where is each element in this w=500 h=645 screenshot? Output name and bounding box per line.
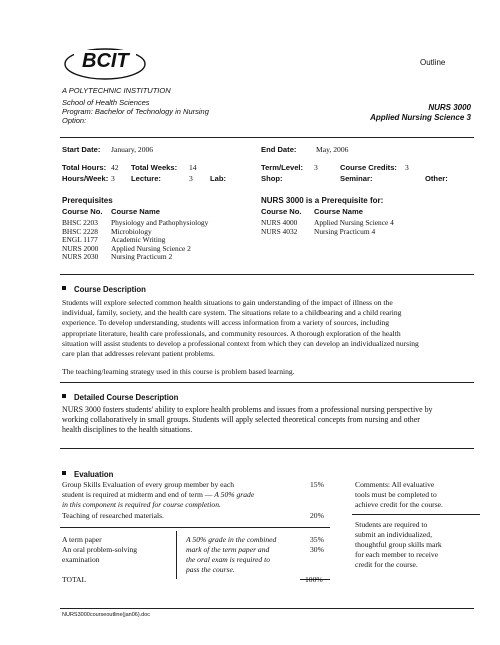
hours-week-label: Hours/Week:: [62, 174, 109, 183]
divider: [60, 527, 330, 528]
paragraph-line: NURS 3000 fosters students' ability to explore health problems and issues from a professional nursing perspective by: [62, 405, 433, 414]
bullet-square-icon: [62, 394, 66, 398]
list-item: [261, 227, 471, 236]
prereq-for-list: [261, 218, 471, 235]
school-name: School of Health Sciences: [62, 98, 150, 107]
eval-group-skills: Group Skills Evaluation of every group member by each: [62, 480, 235, 489]
course-number: NURS 2030: [62, 252, 99, 262]
course-number: ENGL 1177: [62, 235, 98, 245]
divider: [60, 608, 474, 609]
eval-oral-exam: An oral problem-solving: [62, 545, 138, 554]
comment-line: tools must be completed to: [355, 490, 437, 499]
paragraph-line: Students will explore selected common health situations to gain understanding of the impact of illness on the: [62, 298, 393, 307]
note-line: mark of the term paper and: [186, 545, 270, 554]
list-item: [62, 252, 252, 261]
course-name: Physiology and Pathophysiology: [111, 218, 209, 227]
prereq-list: [62, 218, 252, 261]
eval-group-skills-note: in this component is required for course completion.: [62, 500, 221, 509]
divider: [60, 137, 474, 138]
bullet-square-icon: [62, 471, 66, 475]
paragraph-line: health disciplines to the health situations.: [62, 425, 193, 435]
list-item: [261, 218, 471, 227]
start-date-label: Start Date:: [62, 145, 101, 154]
paragraph-line: experience. To develop understanding, students will access information from a variety of sources, including: [62, 318, 390, 328]
comment-line: Comments: All evaluative: [355, 480, 435, 489]
prereq-for-col-no: Course No.: [261, 207, 302, 216]
eval-term-paper: A term paper: [62, 535, 102, 544]
course-number: NURS 4032: [261, 226, 298, 236]
eval-group-skills-cont: student is required at midterm and end of term — A 50% grade: [62, 490, 255, 499]
list-item: [62, 235, 252, 244]
list-item: [62, 227, 252, 236]
shop-label: Shop:: [261, 174, 283, 183]
bcit-logo: [62, 40, 152, 84]
evaluation-title: Evaluation: [74, 470, 114, 479]
detailed-description-text: [62, 405, 476, 436]
divider: [60, 274, 474, 275]
credits-label: Course Credits:: [340, 163, 397, 172]
total-hours: 42: [111, 163, 119, 172]
teaching-strategy-note: The teaching/learning strategy used in this course is problem based learning.: [62, 367, 295, 376]
eval-total-pct: 100%: [305, 575, 323, 584]
comment-line: credit for the course.: [355, 560, 418, 569]
comment-line: for each member to receive: [355, 550, 439, 559]
course-name: Nursing Practicum 2: [111, 252, 173, 262]
comment-line: achieve credit for the course.: [355, 500, 443, 509]
course-description-title: Course Description: [74, 285, 146, 294]
total-weeks-label: Total Weeks:: [131, 163, 178, 172]
course-number: BHSC 2228: [62, 226, 98, 236]
combined-grade-note: [186, 535, 306, 575]
paragraph-line: appropriate literature, health care professionals, and community resources. A thorough exploration of the health: [62, 328, 401, 338]
course-name: Nursing Practicum 4: [314, 226, 376, 236]
total-weeks: 14: [189, 163, 197, 172]
eval-oral-exam-cont: examination: [62, 555, 100, 564]
note-line: A 50% grade in the combined: [186, 535, 277, 544]
prereq-for-title: NURS 3000 is a Prerequisite for:: [261, 196, 384, 205]
term: 3: [314, 163, 318, 172]
prereq-col-name: Course Name: [111, 207, 160, 216]
hours-week: 3: [111, 174, 115, 183]
footer-filename: NURS3000courseoutline(jan06).doc: [62, 612, 151, 618]
comment-line: thoughtful group skills mark: [355, 540, 442, 549]
comment-line: Students are required to: [355, 520, 428, 529]
detailed-description-title: Detailed Course Description: [74, 393, 179, 402]
note-line: the oral exam is required to: [186, 555, 271, 564]
paragraph-line: individual, family, society, and the health care system. The situations relate to a childbearing and a child rearing: [62, 308, 402, 318]
eval-oral-exam-pct: 30%: [310, 545, 324, 554]
course-number: NURS 4000: [261, 218, 298, 227]
list-item: [62, 218, 252, 227]
seminar-label: Seminar:: [340, 174, 373, 183]
term-label: Term/Level:: [261, 163, 304, 172]
lab-label: Lab:: [210, 174, 227, 183]
tagline: A POLYTECHNIC INSTITUTION: [62, 86, 171, 95]
prereq-col-no: Course No.: [62, 207, 103, 216]
course-title: Applied Nursing Science 3: [370, 113, 471, 122]
course-name: Microbiology: [111, 226, 152, 236]
option-label: Option:: [62, 116, 87, 125]
list-item: [62, 244, 252, 253]
paragraph-line: care plan that addresses relevant patient problems.: [62, 349, 215, 359]
comment-line: submit an individualized,: [355, 530, 432, 539]
divider: [60, 382, 474, 383]
course-number: BHSC 2203: [62, 218, 98, 227]
program-name: Program: Bachelor of Technology in Nursing: [62, 107, 209, 116]
course-description-text: [62, 298, 476, 359]
lecture: 3: [189, 174, 193, 183]
end-date-label: End Date:: [261, 145, 297, 154]
detailed-description-heading: [62, 387, 178, 405]
doc-type: Outline: [420, 58, 446, 67]
course-name: Applied Nursing Science 4: [314, 218, 394, 227]
evaluation-comments: [355, 480, 485, 510]
total-hours-label: Total Hours:: [62, 163, 107, 172]
group-skills-comments: [355, 520, 485, 570]
paragraph-line: working collaboratively in small groups. Students will apply selected theoretical concepts from nursing and other: [62, 415, 420, 425]
prereq-title: Prerequisites: [62, 196, 113, 205]
divider: [60, 448, 474, 449]
other-label: Other:: [425, 174, 448, 183]
note-line: pass the course.: [186, 565, 235, 574]
bullet-square-icon: [62, 286, 66, 290]
eval-term-paper-pct: 35%: [310, 535, 324, 544]
eval-total-label: TOTAL: [62, 575, 87, 584]
eval-teaching-pct: 20%: [310, 511, 324, 520]
paragraph-line: situation will assist students to develop a professional context from which they can develop an individualized nursing: [62, 338, 419, 348]
start-date: January, 2006: [111, 145, 154, 154]
course-number: NURS 2000: [62, 243, 99, 253]
logo-text: BCIT: [82, 50, 129, 72]
vertical-divider: [176, 531, 177, 579]
end-date: May, 2006: [316, 145, 349, 154]
course-code: NURS 3000: [428, 103, 471, 112]
credits: 3: [405, 163, 409, 172]
eval-group-skills-pct: 15%: [310, 480, 324, 489]
divider: [352, 514, 480, 515]
prereq-for-col-name: Course Name: [314, 207, 363, 216]
course-name: Academic Writing: [111, 235, 166, 245]
lecture-label: Lecture:: [131, 174, 161, 183]
course-description-heading: [62, 279, 146, 297]
eval-teaching: Teaching of researched materials.: [62, 511, 164, 520]
course-name: Applied Nursing Science 2: [111, 243, 191, 253]
